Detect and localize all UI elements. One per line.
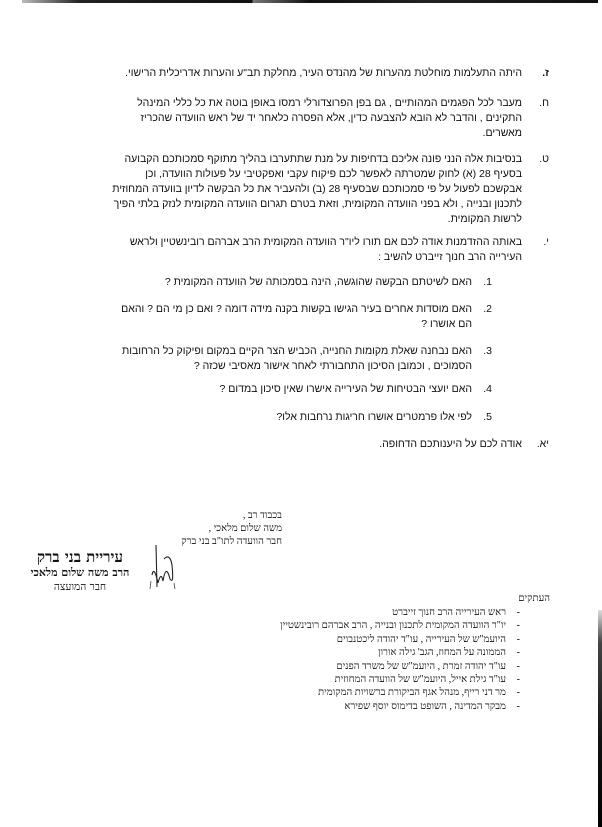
stamp-name: הרב משה שלום מלאכי	[30, 566, 130, 579]
question-3	[112, 344, 492, 374]
paragraph-label: י.	[543, 236, 549, 248]
official-stamp	[26, 548, 134, 594]
cc-item: - עו"ד גילת אייל, היועמ"ש של הוועדה המחוזית	[334, 674, 520, 686]
question-5	[112, 410, 492, 425]
question-text: לפי אלו פרמטרים אושרו חריגות נרחבות אלו?	[276, 411, 472, 423]
cc-item: - מבקר המדינה , השופט בדימוס יוסף שפירא	[344, 700, 520, 712]
question-2	[112, 302, 492, 332]
cc-item: - ראש העירייה הרב חנוך זייברט	[392, 607, 520, 618]
cc-item: - עו"ד יהודה זמרת , היועמ"ש של משרד הפנים	[336, 660, 520, 672]
cc-item: - יו"ר הוועדה המקומית לתכנון ובנייה , הרב אברהם רובינשטיין	[280, 620, 520, 632]
signer-name: משה שלום מלאכי ,	[208, 523, 282, 534]
paragraph-text: בנסיבות אלה הנני פונה אליכם בדחיפות על מנת שתתערבו בהליך מתוקף סמכותכם הקבועה בסעיף 28 (א) לחוק שמטרתה לאפשר לכם פיקוח עקבי ואפקטיבי על פעולות הוועדה, וכן אבקשכם לפעול על פי סמכותכם שבסעיף 28 (ב) ולהעביר את כל הבקשה לדיון בוועדה המחוזית לתכנון ובנייה , ולא בפני הוועדה המקומית, וזאת בטרם תגרום הוועדה המקומית לנזק בלתי הפיך לרשות המקומית.	[112, 153, 522, 225]
cc-item: - הממונה על המחוז, הגב' גילה אורון	[377, 647, 520, 659]
question-number: 2.	[483, 303, 492, 315]
question-1	[112, 275, 492, 290]
paragraph-label: ט.	[539, 153, 549, 165]
question-text: האם מוסדות אחרים בעיר הגישו בקשות בקנה מידה דומה ? ואם כן מי הם ? והאם הם אושרו ?	[121, 303, 472, 330]
cc-title: העתקים	[518, 593, 550, 604]
cc-item: - היועמ"ש של העירייה , עו"ד יהודה ליכטנבוים	[336, 633, 520, 645]
paragraph-item-y	[112, 235, 549, 265]
question-number: 3.	[483, 345, 492, 357]
paragraph-label: ז.	[542, 67, 549, 79]
paragraph-text: מעבר לכל הפגמים המהותיים , גם בפן הפרוצדורלי רמסו באופן בוטה את כל כללי המינהל התקינים , והדבר לא הובא להצבעה כדין, אלא הפסרה כלאחר יד של ראש הוועדה שהכריז מאשרים.	[137, 97, 522, 139]
paragraph-text: היתה התעלמות מוחלטת מהערות של מהנדס העיר, מחלקת תב"ע והערות אדריכלית הרישוי.	[125, 67, 522, 79]
question-number: 4.	[483, 383, 492, 395]
question-text: האם נבחנה שאלת מקומות החנייה, הכביש הצר הקיים במקום ופיקוק כל הרחובות הסמוכים , וכמובן הסיכון התחבורתי לאחר אישור מאסיבי שכזה ?	[122, 345, 472, 372]
cc-list	[190, 606, 520, 713]
paragraph-label: יא.	[536, 438, 549, 450]
question-number: 1.	[483, 276, 492, 288]
stamp-role: חבר המועצה	[53, 581, 107, 593]
paragraph-item-h	[112, 96, 549, 141]
paragraph-item-z	[112, 66, 549, 81]
question-text: האם לשיטתם הבקשה שהוגשה, הינה בסמכותה של הוועדה המקומית ?	[164, 276, 472, 288]
sign-off: בכבוד רב ,	[242, 510, 282, 521]
question-text: האם יועצי הבטיחות של העירייה אישרו שאין סיכון במדום ?	[219, 383, 472, 395]
stamp-municipality: עיריית בני ברק	[37, 548, 123, 566]
signature-block	[152, 509, 282, 548]
closing-paragraph	[222, 437, 549, 452]
signer-title: חבר הוועדה לתו"ב בני ברק	[181, 536, 282, 547]
handwritten-signature-icon	[148, 545, 178, 590]
paragraph-text: באותה ההזדמנות אודה לכם אם תורו ליו"ר הוועדה המקומית הרב אברהם רובינשטיין ולראש העירייה הרב חנוך זייברט להשיב :	[129, 236, 522, 263]
question-4	[112, 382, 492, 397]
question-number: 5.	[483, 411, 492, 423]
paragraph-label: ח.	[539, 97, 549, 109]
paragraph-item-t	[112, 152, 549, 227]
cc-item: - מר דני רייף, מנהל אגף הביקורת ברשויות המקומית	[318, 687, 520, 699]
closing-text: אודה לכם על היענותכם הדחופה.	[379, 438, 522, 450]
